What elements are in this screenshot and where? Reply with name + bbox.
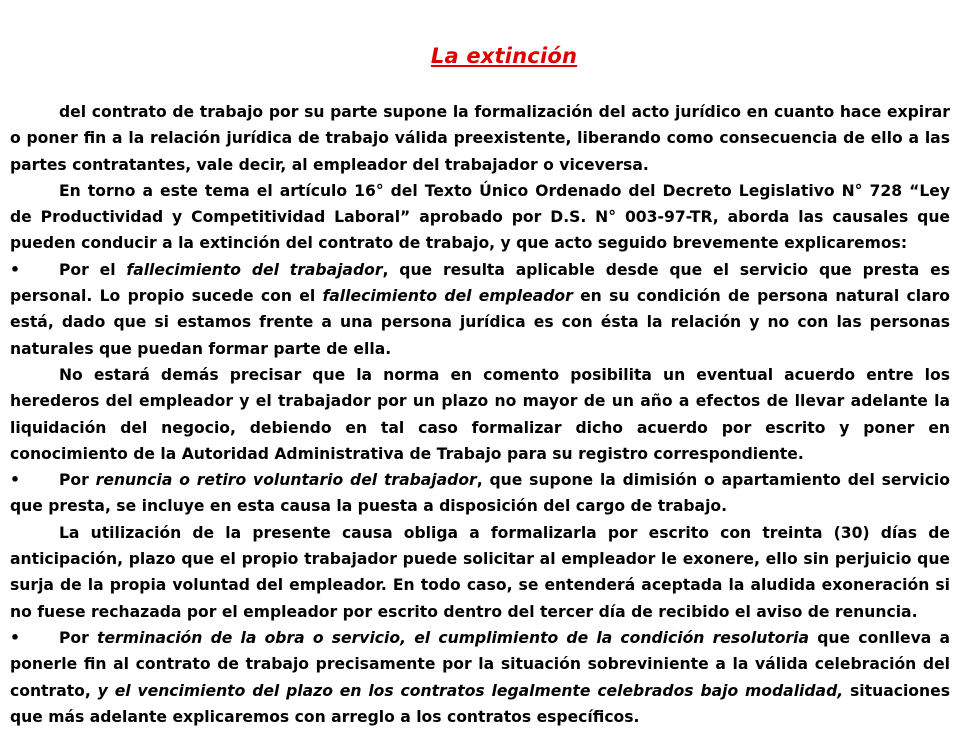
- paragraph-text: Por: [59, 471, 96, 490]
- paragraph-text: situaciones que más adelante explicaremos con arreglo a los contratos específicos.: [10, 681, 950, 726]
- paragraph-text: Por: [59, 628, 98, 647]
- bullet-icon: •: [10, 260, 20, 279]
- bullet-paragraph: [10, 257, 950, 362]
- emphasis-text: terminación de la obra o servicio, el cumplimiento de la condición resolutoria: [97, 628, 810, 647]
- paragraph-text: Por el: [59, 260, 127, 279]
- paragraph-text: , que resulta aplicable desde que el servicio que presta es personal. Lo propio sucede con el: [10, 260, 950, 306]
- emphasis-text: fallecimiento del trabajador: [126, 260, 383, 279]
- paragraph-text: que conlleva a ponerle fin al contrato de trabajo precisamente por la situación sobreviniente a la válida celebración del contrato,: [10, 628, 950, 700]
- document-title: La extinción: [430, 44, 578, 68]
- paragraph-text: En torno a este tema el artículo 16° del Texto Único Ordenado del Decreto Legislativo N° 728 “Ley de Productividad y Competitividad Laboral” aprobado por D.S. N° 003-97-TR, aborda las causales que pueden conducir a la extinción del contrato de trabajo, y que acto seguido brevemente explicaremos:: [10, 181, 950, 253]
- document-body: [10, 99, 950, 730]
- bullet-icon: •: [10, 471, 20, 490]
- emphasis-text: fallecimiento del empleador: [322, 287, 573, 306]
- paragraph-text: del contrato de trabajo por su parte supone la formalización del acto jurídico en cuanto hace expirar o poner fin a la relación jurídica de trabajo válida preexistente, liberando como consecuencia de ello a las partes contratantes, vale decir, al empleador del trabajador o viceversa.: [10, 103, 950, 174]
- bullet-paragraph: [10, 625, 950, 730]
- paragraph-text: , que supone la dimisión o apartamiento del servicio que presta, se incluye en esta causa la puesta a disposición del cargo de trabajo.: [10, 471, 950, 516]
- document-title-wrap: [0, 44, 960, 68]
- paragraph-text: en su condición de persona natural claro está, dado que si estamos frente a una persona jurídica es con ésta la relación y no con las personas naturales que puedan formar parte de ella.: [10, 287, 950, 358]
- emphasis-text: y el vencimiento del plazo en los contratos legalmente celebrados bajo modalidad,: [97, 681, 844, 700]
- paragraph: [10, 99, 950, 178]
- paragraph: [10, 178, 950, 257]
- paragraph-text: No estará demás precisar que la norma en comento posibilita un eventual acuerdo entre los herederos del empleador y el trabajador por un plazo no mayor de un año a efectos de llevar adelante la liquidación del negocio, debiendo en tal caso formalizar dicho acuerdo por escrito y poner en conocimiento de la Autoridad Administrativa de Trabajo para su registro correspondiente.: [10, 365, 950, 463]
- bullet-icon: •: [10, 628, 20, 647]
- paragraph: [10, 362, 950, 467]
- emphasis-text: renuncia o retiro voluntario del trabajador: [95, 471, 477, 490]
- bullet-paragraph: [10, 467, 950, 520]
- paragraph-text: La utilización de la presente causa obliga a formalizarla por escrito con treinta (30) días de anticipación, plazo que el propio trabajador puede solicitar al empleador le exonere, ello sin perjuicio que surja de la propia voluntad del empleador. En todo caso, se entenderá aceptada la aludida exoneración si no fuese rechazada por el empleador por escrito dentro del tercer día de recibido el aviso de renuncia.: [10, 523, 950, 621]
- paragraph: [10, 520, 950, 625]
